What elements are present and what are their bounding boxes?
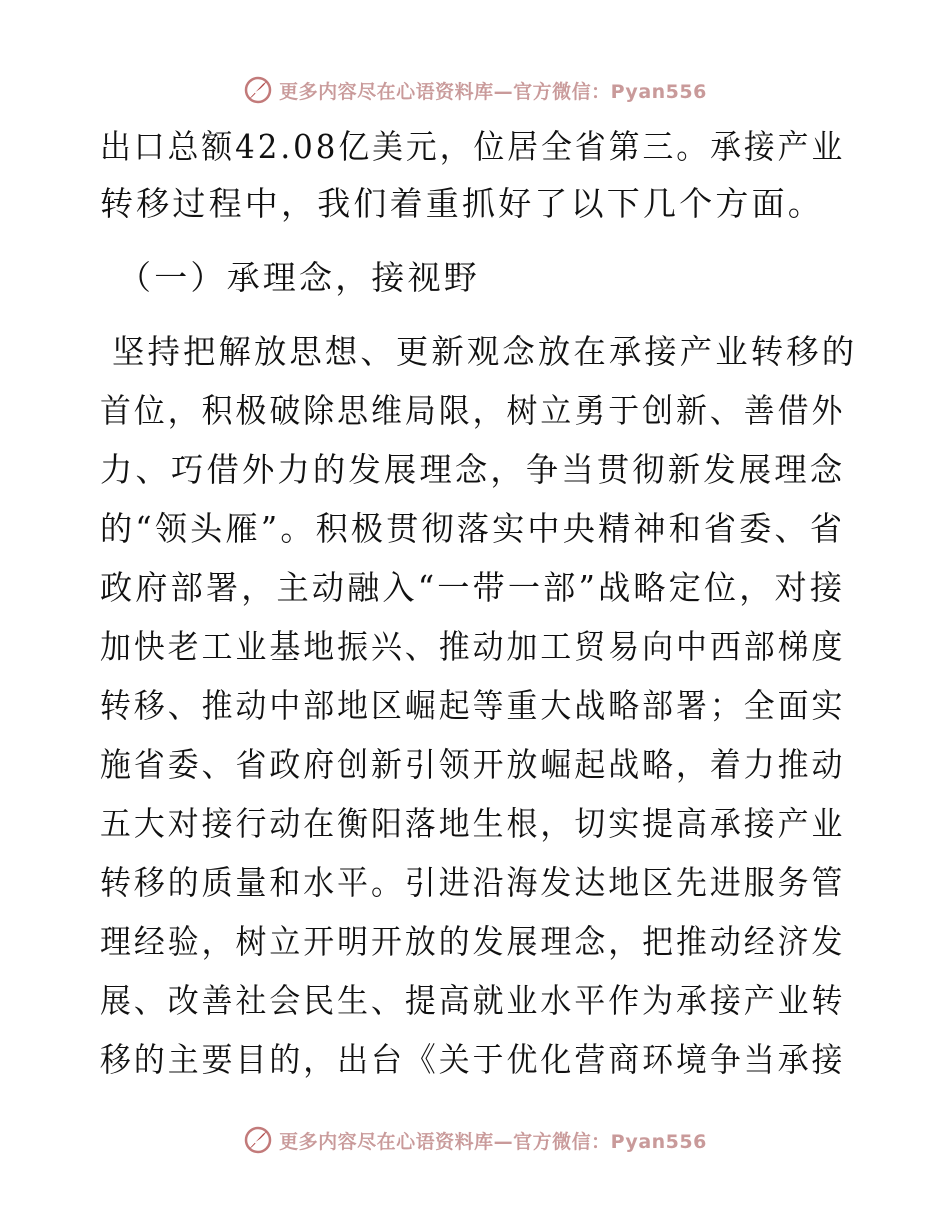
body-line: 加快老工业基地振兴、推动加工贸易向中西部梯度 xyxy=(100,627,846,666)
footer-watermark xyxy=(0,1120,950,1160)
body-line: 转移的质量和水平。引进沿海发达地区先进服务管 xyxy=(100,863,846,902)
body-line: 移的主要目的，出台《关于优化营商环境争当承接 xyxy=(100,1040,846,1079)
body-line: 力、巧借外力的发展理念，争当贯彻新发展理念 xyxy=(100,450,846,489)
body-line: 转移过程中，我们着重抓好了以下几个方面。 xyxy=(100,184,824,223)
body-line: 首位，积极破除思维局限，树立勇于创新、善借外 xyxy=(100,391,846,430)
watermark-text: 更多内容尽在心语资料库—官方微信：Pyan556 xyxy=(279,1130,707,1153)
section-heading: （一）承理念，接视野 xyxy=(118,258,480,297)
feather-pen-logo-icon xyxy=(243,75,273,105)
paragraph-first-line: 坚持把解放思想、更新观念放在承接产业转移的 xyxy=(112,332,858,371)
body-line: 出口总额42.08亿美元，位居全省第三。承接产业 xyxy=(100,127,846,166)
body-line: 政府部署，主动融入“一带一部”战略定位，对接 xyxy=(100,568,846,607)
body-line: 五大对接行动在衡阳落地生根，切实提高承接产业 xyxy=(100,804,846,843)
body-line: 的“领头雁”。积极贯彻落实中央精神和省委、省 xyxy=(100,509,846,548)
body-line: 展、改善社会民生、提高就业水平作为承接产业转 xyxy=(100,981,846,1020)
watermark-text: 更多内容尽在心语资料库—官方微信：Pyan556 xyxy=(279,80,707,103)
header-watermark xyxy=(0,70,950,110)
body-line: 转移、推动中部地区崛起等重大战略部署；全面实 xyxy=(100,686,846,725)
body-line: 理经验，树立开明开放的发展理念，把推动经济发 xyxy=(100,922,846,961)
feather-pen-logo-icon xyxy=(243,1125,273,1155)
body-line: 施省委、省政府创新引领开放崛起战略，着力推动 xyxy=(100,745,846,784)
